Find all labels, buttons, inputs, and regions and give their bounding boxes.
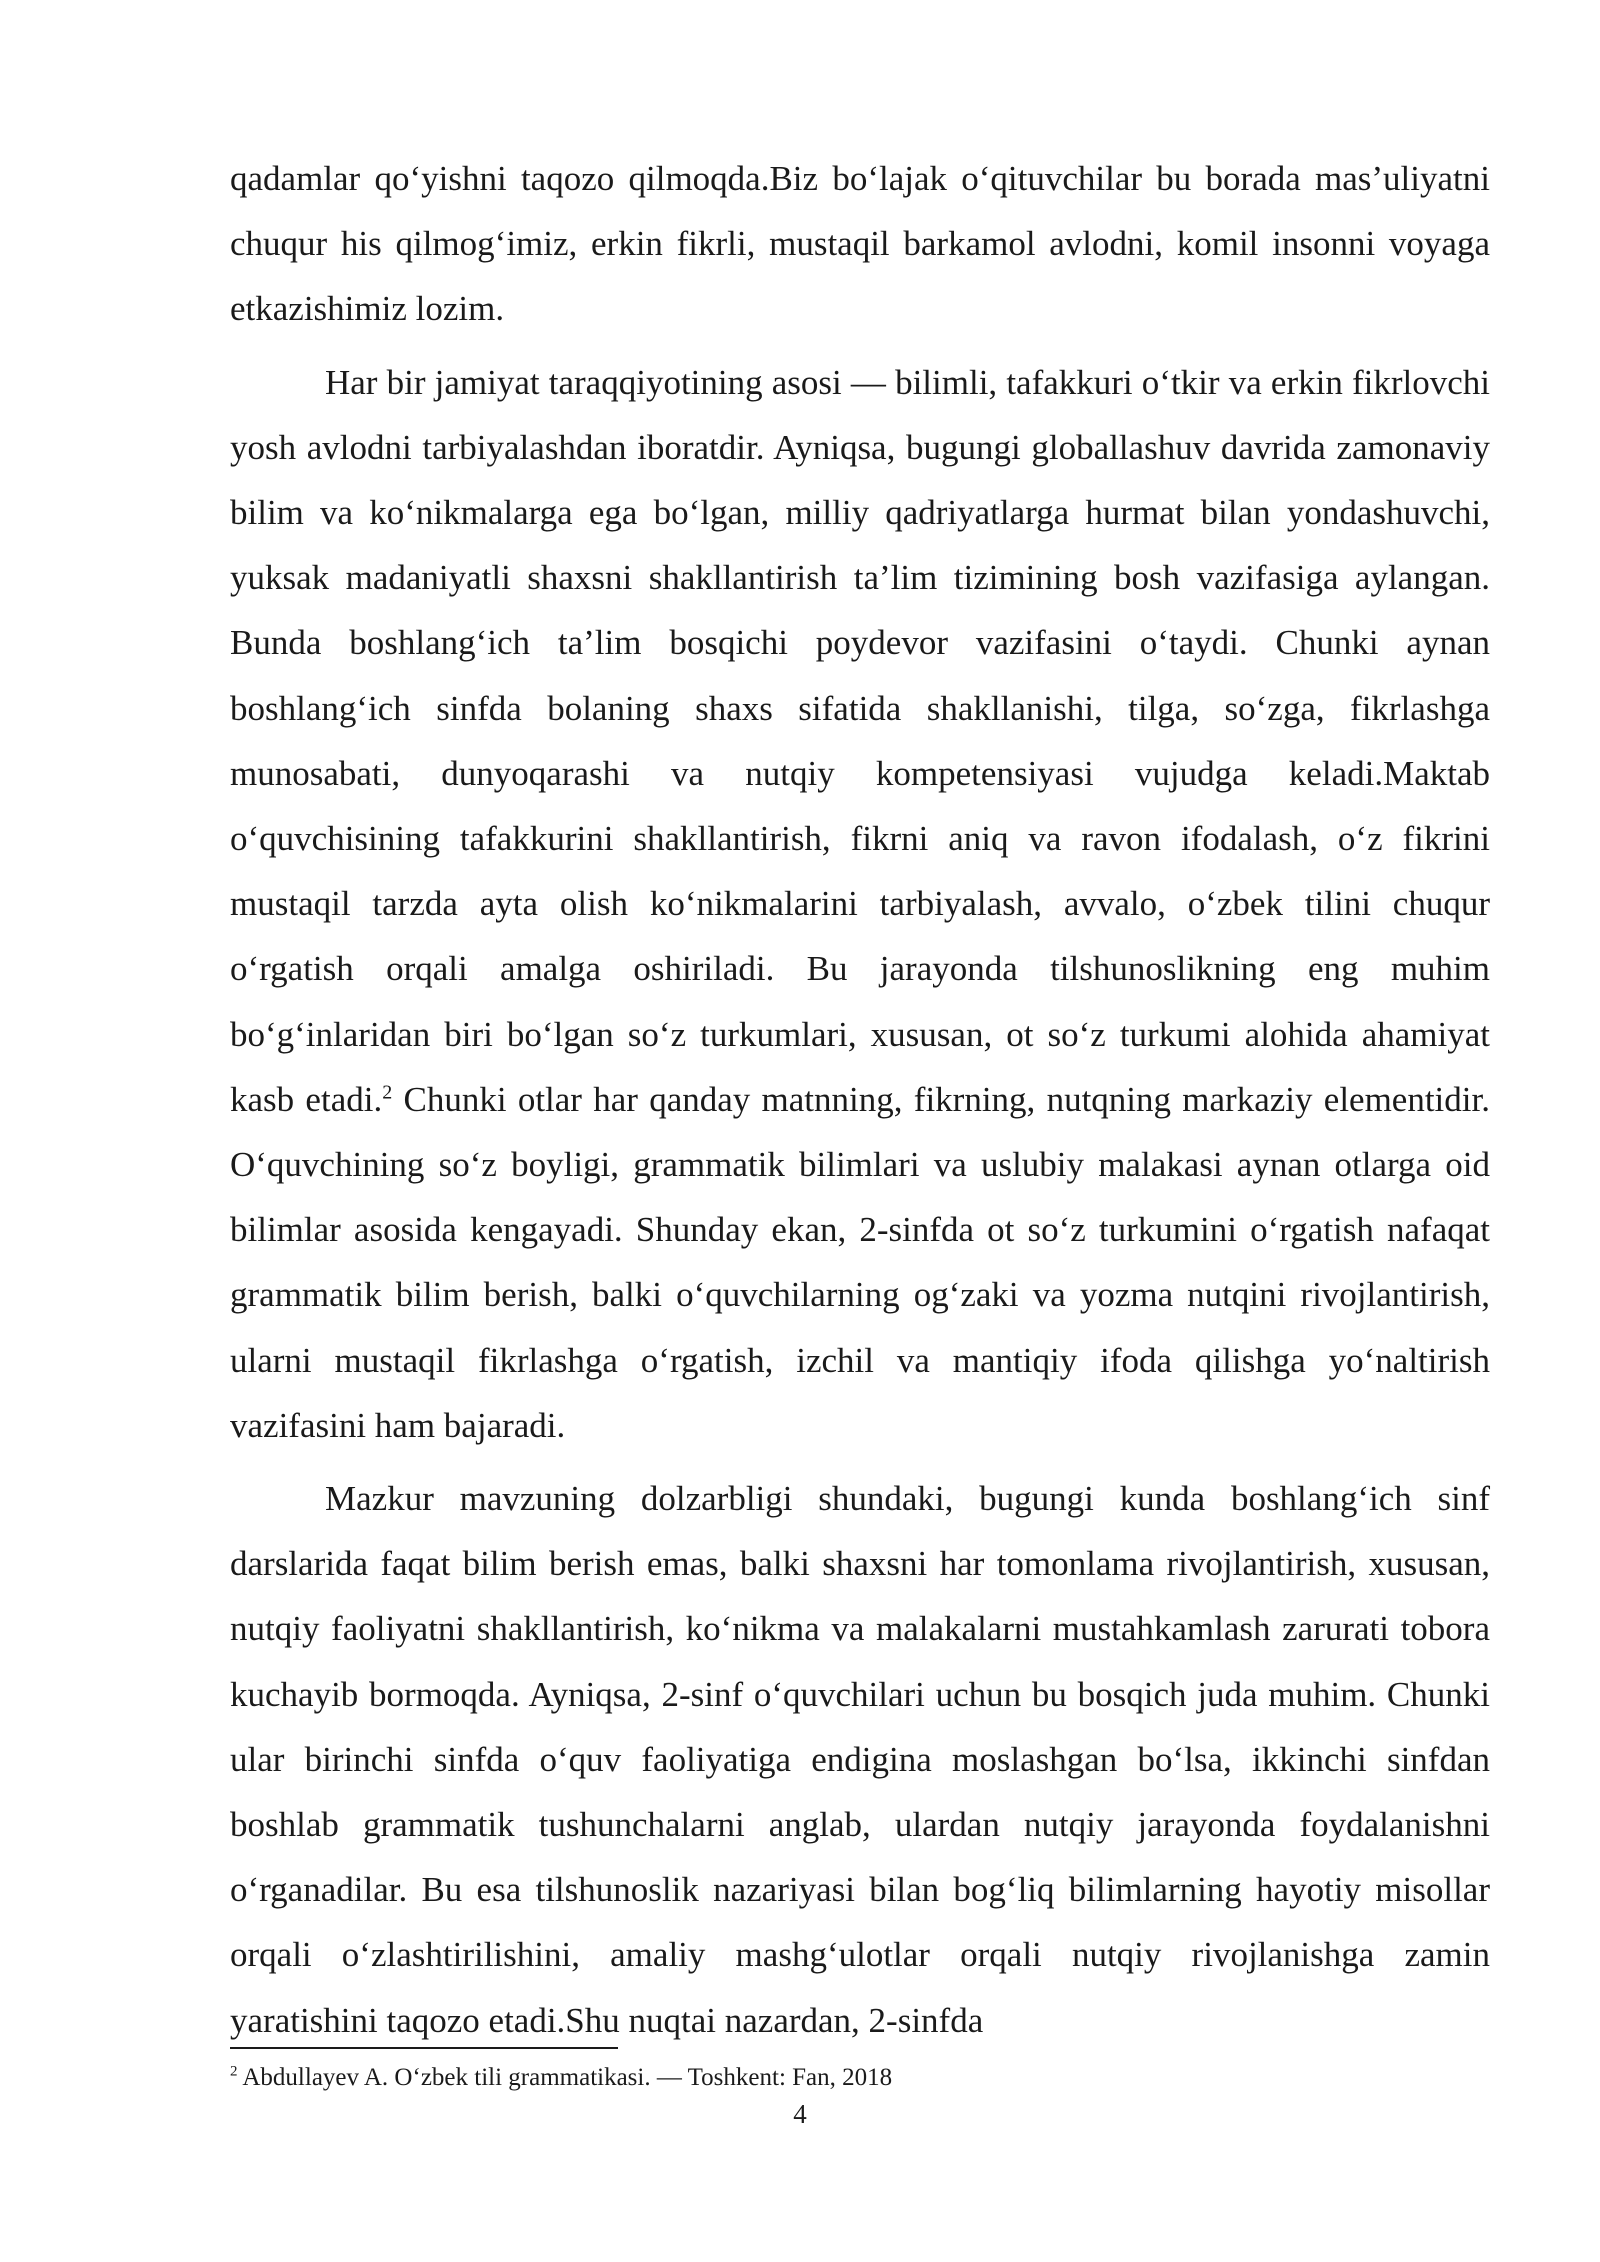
- paragraph-1: qadamlar qo‘yishni taqozo qilmoqda.Biz bo‘lajak o‘qituvchilar bu borada mas’uliyatni chuqur his qilmog‘imiz, erkin fikrli, mustaqil barkamol avlodni, komil insonni voyaga etkazishimiz lozim.: [230, 159, 1490, 329]
- footnote-separator: [230, 2047, 618, 2049]
- footnote: [230, 2062, 1490, 2094]
- paragraph-2-text-before: Har bir jamiyat taraqqiyotining asosi — bilimli, tafakkuri o‘tkir va erkin fikrlovchi yosh avlodni tarbiyalashdan iboratdir. Ayniqsa, bugungi globallashuv davrida zamonaviy bilim va ko‘nikmalarga ega bo‘lgan, milliy qadriyatlarga hurmat bilan yondashuvchi, yuksak madaniyatli shaxsni shakllantirish ta’lim tizimining bosh vazifasiga aylangan. Bunda boshlang‘ich ta’lim bosqichi poydevor vazifasini o‘taydi. Chunki aynan boshlang‘ich sinfda bolaning shaxs sifatida shakllanishi, tilga, so‘zga, fikrlashga munosabati, dunyoqarashi va nutqiy kompetensiyasi vujudga keladi.Maktab o‘quvchisining tafakkurini shakllantirish, fikrni aniq va ravon ifodalash, o‘z fikrini mustaqil tarzda ayta olish ko‘nikmalarini tarbiyalash, avvalo, o‘zbek tilini chuqur o‘rgatish orqali amalga oshiriladi. Bu jarayonda tilshunoslikning eng muhim bo‘g‘inlaridan biri bo‘lgan so‘z turkumlari, xususan, ot so‘z turkumi alohida ahamiyat kasb etadi.: [230, 362, 1490, 1119]
- paragraph-2-text-after: Chunki otlar har qanday matnning, fikrning, nutqning markaziy elementidir. O‘quvchining so‘z boyligi, grammatik bilimlari va uslubiy malakasi aynan otlarga oid bilimlar asosida kengayadi. Shunday ekan, 2-sinfda ot so‘z turkumini o‘rgatish nafaqat grammatik bilim berish, balki o‘quvchilarning og‘zaki va yozma nutqini rivojlantirish, ularni mustaqil fikrlashga o‘rgatish, izchil va mantiqiy ifoda qilishga yo‘naltirish vazifasini ham bajaradi.: [230, 1079, 1490, 1445]
- paragraph-3: Mazkur mavzuning dolzarbligi shundaki, bugungi kunda boshlang‘ich sinf darslarida faqat bilim berish emas, balki shaxsni har tomonlama rivojlantirish, xususan, nutqiy faoliyatni shakllantirish, ko‘nikma va malakalarni mustahkamlash zarurati tobora kuchayib bormoqda. Ayniqsa, 2-sinf o‘quvchilari uchun bu bosqich juda muhim. Chunki ular birinchi sinfda o‘quv faoliyatiga endigina moslashgan bo‘lsa, ikkinchi sinfdan boshlab grammatik tushunchalarni anglab, ulardan nutqiy jarayonda foydalanishni o‘rganadilar. Bu esa tilshunoslik nazariyasi bilan bog‘liq bilimlarning hayotiy misollar orqali o‘zlashtirilishini, amaliy mashg‘ulotlar orqali nutqiy rivojlanishga zamin yaratishini taqozo etadi.Shu nuqtai nazardan, 2-sinfda: [230, 1479, 1490, 2040]
- page-number: 4: [793, 2099, 807, 2129]
- page-body: [230, 146, 1490, 2053]
- footnote-text: Abdullayev A. O‘zbek tili grammatikasi. — Toshkent: Fan, 2018: [237, 2064, 893, 2091]
- footnote-reference: 2: [382, 1081, 393, 1104]
- paragraph-2: [230, 350, 1490, 1458]
- footnote-number: 2: [230, 2063, 238, 2080]
